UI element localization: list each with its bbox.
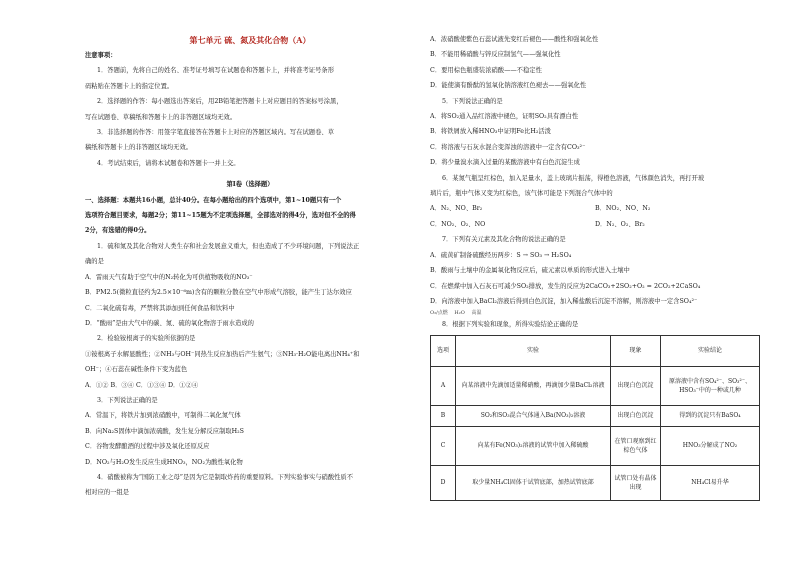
question-5-option: B．将铁屑放入稀HNO₃中证明Fe比H₂活泼: [430, 128, 551, 136]
left-column: [85, 32, 415, 501]
table-header-row: [431, 335, 760, 366]
notice-line: 4．考试结束后，请将本试题卷和答题卡一并上交。: [97, 159, 240, 167]
question-3-option: C．谷物发酵酿酒的过程中涉及氧化还原反应: [85, 443, 210, 451]
notice-line: 2．选择题的作答：每小题选出答案后，用2B铅笔把答题卡上对应题目的答案标号涂黑，: [97, 98, 343, 106]
table-row: [431, 366, 760, 405]
notice-line: 1．答题前，先将自己的姓名、准考证号填写在试题卷和答题卡上，并将准考证号条形: [97, 67, 334, 75]
question-8-stem: 8．根据下列实验和现象，所得实验结论正确的是: [442, 321, 579, 329]
reaction-condition: H₂O: [454, 310, 465, 317]
question-1-stem: 1．硫和氮及其化合物对人类生存和社会发展意义重大，但也造成了不少环境问题，下列说法正: [97, 242, 360, 250]
question-2-items: OH⁻；④石蕊在碱性条件下变为蓝色: [85, 366, 188, 374]
table-cell: C: [431, 426, 456, 465]
table-cell: 向某溶液中先滴加适量稀硝酸，再滴加少量BaCl₂溶液: [456, 366, 611, 405]
question-2-items: ①铵根离子水解显酸性；②NH₃与OH⁻同热生反应加热后产生氨气；③NH₃·H₂O能电离出NH₄⁺和: [85, 350, 360, 358]
question-3-option: B．向Na₂S固体中滴加浓硫酸，发生复分解反应制取H₂S: [85, 427, 244, 435]
question-5-option: C．将溶液与石灰水混合变浑浊的溶液中一定含有CO₃²⁻: [430, 143, 586, 151]
notice-line: 写在试题卷、草稿纸和答题卡上的非答题区域均无效。: [85, 113, 237, 121]
question-6-options-row: [430, 201, 760, 216]
notice-title: 注意事项：: [85, 52, 117, 59]
page-title: 第七单元 硫、氮及其化合物（A）: [189, 35, 311, 45]
table-cell: 得到的沉淀只有BaSO₄: [661, 405, 760, 426]
table-cell: 原溶液中含有SO₄²⁻、SO₃²⁻、HSO₃⁻中的一种或几种: [661, 366, 760, 405]
table-cell: NH₄Cl易升华: [661, 465, 760, 500]
question-3-option: A．常温下，将铁片加到浓硝酸中，可制得二氧化氮气体: [85, 412, 241, 420]
question-2-options: A．①② B．③④ C．①③④ D．①②④: [85, 381, 199, 389]
question-7-reaction-conditions: [430, 309, 760, 317]
question-4-option: B．不能用稀硝酸与锌反应制氢气——强氧化性: [430, 51, 561, 59]
question-1-option: C．二氧化硫有毒，严禁将其添加到任何食品和饮料中: [85, 304, 235, 312]
right-column: [430, 32, 760, 501]
table-row: [431, 405, 760, 426]
question-1-option: A．雷雨天气有助于空气中的N₂转化为可供植物吸收的NO₃⁻: [85, 273, 253, 281]
section-line: 选项符合题目要求，每题2分；第11~15题为不定项选择题，全部选对的得4分，选对但不全的得: [85, 212, 356, 220]
question-4-stem: 4．硝酸被称为“国防工业之母”是因为它是制取炸药的重要原料。下列实验事实与硝酸性质不: [97, 473, 354, 481]
table-cell: 取少量NH₄Cl固体于试管底部，加热试管底部: [456, 465, 611, 500]
question-7-option: D．向溶液中加入BaCl₂溶液后得到白色沉淀，加入稀盐酸后沉淀不溶解，则溶液中一定含SO₄²⁻: [430, 297, 698, 305]
table-cell: 在管口观察到红棕色气体: [611, 426, 661, 465]
question-7-option: A．硫黄矿制备硫酸经历两步：S → SO₃ → H₂SO₄: [430, 251, 572, 259]
table-cell: D: [431, 465, 456, 500]
question-6-option: A．N₂、NO、Br₂: [430, 205, 483, 213]
notice-line: 稿纸和答题卡上的非答题区域均无效。: [85, 144, 193, 152]
question-2-stem: 2．检验铵根离子的实验所依据的是: [97, 335, 196, 343]
question-7-option: C．在燃煤中加入石灰石可减少SO₂排放，发生的反应为2CaCO₃+2SO₂+O₂ = 2CO₂+2CaSO₄: [430, 282, 701, 290]
part-title: 第Ⅰ卷（选择题）: [226, 181, 274, 189]
table-cell: B: [431, 405, 456, 426]
notice-line: 码粘贴在答题卡上的指定位置。: [85, 82, 174, 90]
reaction-condition: 高温: [471, 310, 482, 317]
question-7-stem: 7．下列有关元素及其化合物的说法正确的是: [442, 236, 566, 244]
reaction-condition: O₂/点燃: [430, 310, 448, 317]
question-1-stem: 确的是: [85, 258, 104, 266]
table-cell: 出现白色沉淀: [611, 366, 661, 405]
table-cell: A: [431, 366, 456, 405]
question-3-stem: 3．下列说法正确的是: [97, 396, 158, 404]
table-cell: 向某有Fe(NO₃)₂溶液的试管中加入稀硫酸: [456, 426, 611, 465]
table-row: [431, 426, 760, 465]
question-3-option: D．NO₂与H₂O发生反应生成HNO₃，NO₂为酸性氧化物: [85, 458, 243, 466]
table-cell: SO₂和SO₃混合气体通入Ba(NO₃)₂溶液: [456, 405, 611, 426]
experiment-table: [430, 335, 760, 501]
question-5-stem: 5．下列说法正确的是: [442, 97, 503, 105]
question-1-option: D．“酸雨”是由大气中的碳、氮、硫的氧化物溶于雨水造成的: [85, 319, 254, 327]
question-6-option: B．NO₂、NO、N₂: [595, 205, 651, 213]
table-cell: 试管口处有晶体出现: [611, 465, 661, 500]
section-line: 2分，有选错的得0分。: [85, 227, 151, 235]
question-5-option: D．将少量溴水滴入过量的某酸溶液中有白色沉淀生成: [430, 159, 580, 167]
table-cell: 出现白色沉淀: [611, 405, 661, 426]
table-cell: HNO₃分解成了NO₂: [661, 426, 760, 465]
question-7-option: B．酸雨与土壤中的金属氧化物反应后，硫元素以单质的形式进入土壤中: [430, 267, 630, 275]
question-6-option: C．NO₂、O₂、NO: [430, 220, 486, 228]
table-header: 选项: [431, 335, 456, 366]
question-4-stem: 相对应的一组是: [85, 489, 130, 497]
question-6-option: D．N₂、O₂、Br₂: [595, 220, 645, 228]
table-header: 实验结论: [661, 335, 760, 366]
table-row: [431, 465, 760, 500]
question-4-option: A．浓硝酸使紫色石蕊试液先变红后褪色——酸性和强氧化性: [430, 36, 599, 43]
question-1-option: B．PM2.5(微粒直径约为2.5×10⁻⁶m)含有的颗粒分散在空气中形成气溶胶，能产生丁达尔效应: [85, 289, 352, 297]
question-6-options-row: [430, 217, 760, 232]
question-5-option: A．将SO₂通入品红溶液中褪色，证明SO₂具有漂白性: [430, 113, 579, 121]
question-4-option: C．要用棕色瓶盛装浓硝酸——不稳定性: [430, 66, 542, 74]
question-6-stem: 6．某氮气瓶呈红棕色，加入足量水，盖上玻璃片振荡，得橙色溶液，气体颜色消失，再打开玻: [442, 174, 705, 182]
notice-line: 3．非选择题的作答：用签字笔直接答在答题卡上对应的答题区域内。写在试题卷、草: [97, 129, 334, 137]
question-4-option: D．能使滴有酚酞的氢氧化钠溶液红色褪去——强氧化性: [430, 82, 587, 90]
table-header: 实验: [456, 335, 611, 366]
section-line: 一、选择题：本题共16小题，总计40分。在每小题给出的四个选项中，第1~10题只有一个: [85, 196, 342, 204]
table-header: 现象: [611, 335, 661, 366]
question-6-stem: 璃片后，瓶中气体又变为红棕色，该气体可能是下列混合气体中的: [430, 190, 613, 198]
